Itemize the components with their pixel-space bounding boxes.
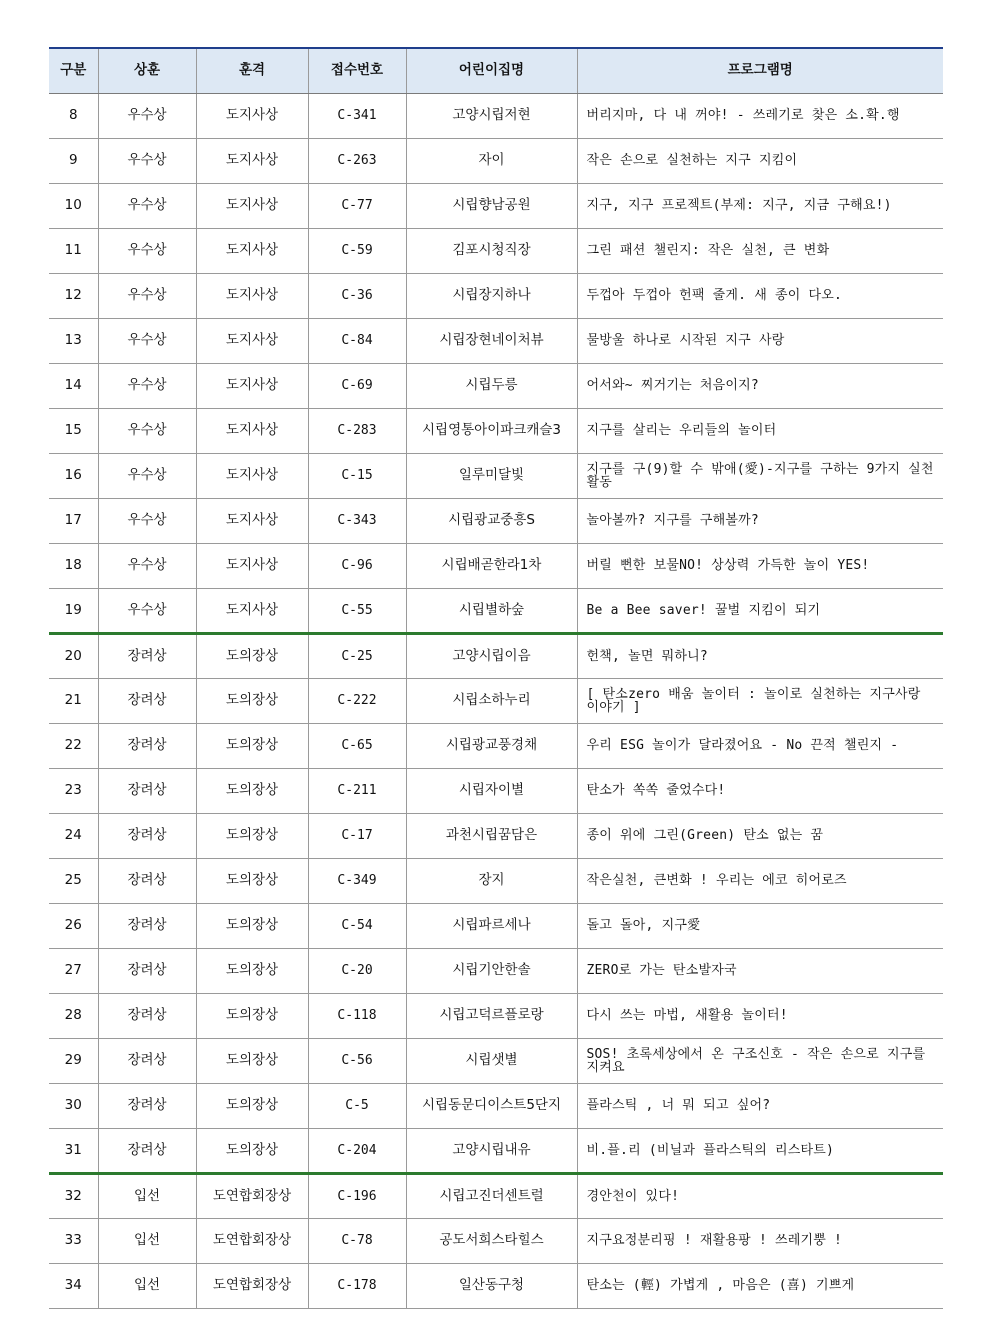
table-row xyxy=(49,543,943,588)
code-cell: C-211 xyxy=(308,768,406,813)
header-grade: 훈격 xyxy=(196,48,308,93)
award-cell: 입선 xyxy=(98,1218,196,1263)
header-row xyxy=(49,48,943,93)
table-row xyxy=(49,858,943,903)
award-cell: 장려상 xyxy=(98,813,196,858)
awards-table xyxy=(49,47,943,1309)
table-row xyxy=(49,318,943,363)
program-cell: 작은 손으로 실천하는 지구 지킴이 xyxy=(577,138,943,183)
center-cell: 고양시립이음 xyxy=(406,633,577,678)
grade-cell: 도의장상 xyxy=(196,1128,308,1173)
code-cell: C-343 xyxy=(308,498,406,543)
table-row xyxy=(49,1128,943,1173)
table-row xyxy=(49,1038,943,1083)
row-number: 11 xyxy=(49,228,98,273)
center-cell: 고양시립저현 xyxy=(406,93,577,138)
code-cell: C-349 xyxy=(308,858,406,903)
row-number: 26 xyxy=(49,903,98,948)
table-row xyxy=(49,228,943,273)
header-award: 상훈 xyxy=(98,48,196,93)
table-row xyxy=(49,93,943,138)
header-program: 프로그램명 xyxy=(577,48,943,93)
center-cell: 자이 xyxy=(406,138,577,183)
row-number: 23 xyxy=(49,768,98,813)
code-cell: C-36 xyxy=(308,273,406,318)
program-cell: SOS! 초록세상에서 온 구조신호 - 작은 손으로 지구를 지켜요 xyxy=(577,1038,943,1083)
table-row xyxy=(49,768,943,813)
table-row xyxy=(49,993,943,1038)
table-row xyxy=(49,498,943,543)
center-cell: 시립장지하나 xyxy=(406,273,577,318)
grade-cell: 도의장상 xyxy=(196,1038,308,1083)
grade-cell: 도의장상 xyxy=(196,723,308,768)
code-cell: C-17 xyxy=(308,813,406,858)
center-cell: 시립별하숲 xyxy=(406,588,577,633)
center-cell: 시립향남공원 xyxy=(406,183,577,228)
code-cell: C-118 xyxy=(308,993,406,1038)
row-number: 12 xyxy=(49,273,98,318)
award-cell: 우수상 xyxy=(98,93,196,138)
award-cell: 우수상 xyxy=(98,273,196,318)
center-cell: 시립광교중흥S xyxy=(406,498,577,543)
program-cell: 돌고 돌아, 지구愛 xyxy=(577,903,943,948)
award-cell: 우수상 xyxy=(98,408,196,453)
table-row xyxy=(49,633,943,678)
program-cell: 지구를 구(9)할 수 밖애(愛)-지구를 구하는 9가지 실천활동 xyxy=(577,453,943,498)
center-cell: 시립기안한솔 xyxy=(406,948,577,993)
table-row xyxy=(49,408,943,453)
award-cell: 장려상 xyxy=(98,678,196,723)
grade-cell: 도지사상 xyxy=(196,363,308,408)
row-number: 28 xyxy=(49,993,98,1038)
row-number: 18 xyxy=(49,543,98,588)
grade-cell: 도의장상 xyxy=(196,813,308,858)
code-cell: C-55 xyxy=(308,588,406,633)
award-cell: 장려상 xyxy=(98,723,196,768)
award-cell: 장려상 xyxy=(98,1083,196,1128)
row-number: 13 xyxy=(49,318,98,363)
code-cell: C-78 xyxy=(308,1218,406,1263)
center-cell: 시립동문디이스트5단지 xyxy=(406,1083,577,1128)
program-cell: 작은실천, 큰변화 ! 우리는 에코 히어로즈 xyxy=(577,858,943,903)
program-cell: 버리지마, 다 내 꺼야! - 쓰레기로 찾은 소.확.행 xyxy=(577,93,943,138)
header-code: 접수번호 xyxy=(308,48,406,93)
code-cell: C-263 xyxy=(308,138,406,183)
grade-cell: 도지사상 xyxy=(196,408,308,453)
center-cell: 시립자이별 xyxy=(406,768,577,813)
row-number: 31 xyxy=(49,1128,98,1173)
award-cell: 입선 xyxy=(98,1173,196,1218)
table-row xyxy=(49,813,943,858)
center-cell: 공도서희스타힐스 xyxy=(406,1218,577,1263)
program-cell: 두껍아 두껍아 헌팩 줄게. 새 종이 다오. xyxy=(577,273,943,318)
center-cell: 일산동구청 xyxy=(406,1263,577,1308)
program-cell: 그린 패션 챌린지: 작은 실천, 큰 변화 xyxy=(577,228,943,273)
row-number: 16 xyxy=(49,453,98,498)
code-cell: C-341 xyxy=(308,93,406,138)
center-cell: 고양시립내유 xyxy=(406,1128,577,1173)
program-cell: 종이 위에 그린(Green) 탄소 없는 꿈 xyxy=(577,813,943,858)
code-cell: C-5 xyxy=(308,1083,406,1128)
grade-cell: 도의장상 xyxy=(196,633,308,678)
header-center: 어린이집명 xyxy=(406,48,577,93)
center-cell: 시립고덕르플로랑 xyxy=(406,993,577,1038)
row-number: 25 xyxy=(49,858,98,903)
code-cell: C-59 xyxy=(308,228,406,273)
center-cell: 시립광교풍경채 xyxy=(406,723,577,768)
row-number: 8 xyxy=(49,93,98,138)
award-cell: 장려상 xyxy=(98,633,196,678)
table-row xyxy=(49,903,943,948)
row-number: 30 xyxy=(49,1083,98,1128)
code-cell: C-84 xyxy=(308,318,406,363)
award-cell: 우수상 xyxy=(98,543,196,588)
grade-cell: 도의장상 xyxy=(196,1083,308,1128)
center-cell: 일루미달빛 xyxy=(406,453,577,498)
table-row xyxy=(49,588,943,633)
grade-cell: 도의장상 xyxy=(196,678,308,723)
row-number: 17 xyxy=(49,498,98,543)
program-cell: 경안천이 있다! xyxy=(577,1173,943,1218)
header-category: 구분 xyxy=(49,48,98,93)
program-cell: 탄소가 쏙쏙 줄었수다! xyxy=(577,768,943,813)
center-cell: 시립장현네이처뷰 xyxy=(406,318,577,363)
code-cell: C-20 xyxy=(308,948,406,993)
center-cell: 시립샛별 xyxy=(406,1038,577,1083)
grade-cell: 도지사상 xyxy=(196,138,308,183)
row-number: 9 xyxy=(49,138,98,183)
table-row xyxy=(49,1083,943,1128)
grade-cell: 도지사상 xyxy=(196,543,308,588)
code-cell: C-204 xyxy=(308,1128,406,1173)
code-cell: C-65 xyxy=(308,723,406,768)
award-cell: 우수상 xyxy=(98,588,196,633)
center-cell: 시립파르세나 xyxy=(406,903,577,948)
program-cell: 놀아볼까? 지구를 구해볼까? xyxy=(577,498,943,543)
grade-cell: 도지사상 xyxy=(196,273,308,318)
program-cell: 지구를 살리는 우리들의 놀이터 xyxy=(577,408,943,453)
center-cell: 장지 xyxy=(406,858,577,903)
table-row xyxy=(49,1173,943,1218)
center-cell: 시립두릉 xyxy=(406,363,577,408)
code-cell: C-222 xyxy=(308,678,406,723)
grade-cell: 도의장상 xyxy=(196,768,308,813)
grade-cell: 도지사상 xyxy=(196,453,308,498)
program-cell: 버릴 뻔한 보물NO! 상상력 가득한 놀이 YES! xyxy=(577,543,943,588)
program-cell: 지구요정분리핑 ! 재활용팡 ! 쓰레기뿡 ! xyxy=(577,1218,943,1263)
row-number: 19 xyxy=(49,588,98,633)
program-cell: 지구, 지구 프로젝트(부제: 지구, 지금 구해요!) xyxy=(577,183,943,228)
row-number: 27 xyxy=(49,948,98,993)
row-number: 14 xyxy=(49,363,98,408)
program-cell: Be a Bee saver! 꿀벌 지킴이 되기 xyxy=(577,588,943,633)
row-number: 34 xyxy=(49,1263,98,1308)
code-cell: C-25 xyxy=(308,633,406,678)
grade-cell: 도연합회장상 xyxy=(196,1263,308,1308)
row-number: 21 xyxy=(49,678,98,723)
grade-cell: 도지사상 xyxy=(196,228,308,273)
code-cell: C-178 xyxy=(308,1263,406,1308)
award-cell: 우수상 xyxy=(98,228,196,273)
award-cell: 장려상 xyxy=(98,993,196,1038)
table-row xyxy=(49,273,943,318)
grade-cell: 도지사상 xyxy=(196,588,308,633)
table-row xyxy=(49,948,943,993)
grade-cell: 도의장상 xyxy=(196,858,308,903)
center-cell: 시립영통아이파크캐슬3 xyxy=(406,408,577,453)
award-cell: 우수상 xyxy=(98,498,196,543)
program-cell: 헌책, 놀면 뭐하니? xyxy=(577,633,943,678)
table-row xyxy=(49,453,943,498)
row-number: 15 xyxy=(49,408,98,453)
center-cell: 시립고진더센트럴 xyxy=(406,1173,577,1218)
program-cell: 플라스틱 , 너 뭐 되고 싶어? xyxy=(577,1083,943,1128)
code-cell: C-54 xyxy=(308,903,406,948)
award-cell: 장려상 xyxy=(98,858,196,903)
award-cell: 우수상 xyxy=(98,453,196,498)
code-cell: C-69 xyxy=(308,363,406,408)
row-number: 22 xyxy=(49,723,98,768)
center-cell: 시립소하누리 xyxy=(406,678,577,723)
award-cell: 우수상 xyxy=(98,138,196,183)
award-cell: 우수상 xyxy=(98,183,196,228)
program-cell: 다시 쓰는 마법, 새활용 놀이터! xyxy=(577,993,943,1038)
grade-cell: 도지사상 xyxy=(196,318,308,363)
code-cell: C-77 xyxy=(308,183,406,228)
center-cell: 시립배곧한라1차 xyxy=(406,543,577,588)
award-cell: 입선 xyxy=(98,1263,196,1308)
table-row xyxy=(49,1218,943,1263)
row-number: 20 xyxy=(49,633,98,678)
center-cell: 과천시립꿈담은 xyxy=(406,813,577,858)
program-cell: 탄소는 (輕) 가볍게 , 마음은 (喜) 기쁘게 xyxy=(577,1263,943,1308)
award-cell: 장려상 xyxy=(98,1128,196,1173)
row-number: 24 xyxy=(49,813,98,858)
table-row xyxy=(49,1263,943,1308)
table-row xyxy=(49,183,943,228)
table-row xyxy=(49,138,943,183)
code-cell: C-15 xyxy=(308,453,406,498)
grade-cell: 도의장상 xyxy=(196,993,308,1038)
code-cell: C-96 xyxy=(308,543,406,588)
award-cell: 장려상 xyxy=(98,768,196,813)
code-cell: C-196 xyxy=(308,1173,406,1218)
program-cell: ZERO로 가는 탄소발자국 xyxy=(577,948,943,993)
program-cell: [ 탄소zero 배움 놀이터 : 놀이로 실천하는 지구사랑 이야기 ] xyxy=(577,678,943,723)
center-cell: 김포시청직장 xyxy=(406,228,577,273)
program-cell: 어서와~ 찌거기는 처음이지? xyxy=(577,363,943,408)
grade-cell: 도지사상 xyxy=(196,93,308,138)
grade-cell: 도의장상 xyxy=(196,903,308,948)
award-cell: 우수상 xyxy=(98,363,196,408)
row-number: 32 xyxy=(49,1173,98,1218)
award-cell: 장려상 xyxy=(98,903,196,948)
code-cell: C-56 xyxy=(308,1038,406,1083)
row-number: 10 xyxy=(49,183,98,228)
grade-cell: 도연합회장상 xyxy=(196,1218,308,1263)
table-row xyxy=(49,723,943,768)
program-cell: 비.플.리 (비닐과 플라스틱의 리스타트) xyxy=(577,1128,943,1173)
row-number: 33 xyxy=(49,1218,98,1263)
grade-cell: 도의장상 xyxy=(196,948,308,993)
award-cell: 장려상 xyxy=(98,948,196,993)
code-cell: C-283 xyxy=(308,408,406,453)
grade-cell: 도지사상 xyxy=(196,498,308,543)
table-row xyxy=(49,363,943,408)
table-row xyxy=(49,678,943,723)
program-cell: 우리 ESG 놀이가 달라졌어요 - No 끈적 챌린지 - xyxy=(577,723,943,768)
program-cell: 물방울 하나로 시작된 지구 사랑 xyxy=(577,318,943,363)
award-cell: 우수상 xyxy=(98,318,196,363)
table-body xyxy=(49,93,943,1308)
award-cell: 장려상 xyxy=(98,1038,196,1083)
grade-cell: 도연합회장상 xyxy=(196,1173,308,1218)
grade-cell: 도지사상 xyxy=(196,183,308,228)
row-number: 29 xyxy=(49,1038,98,1083)
